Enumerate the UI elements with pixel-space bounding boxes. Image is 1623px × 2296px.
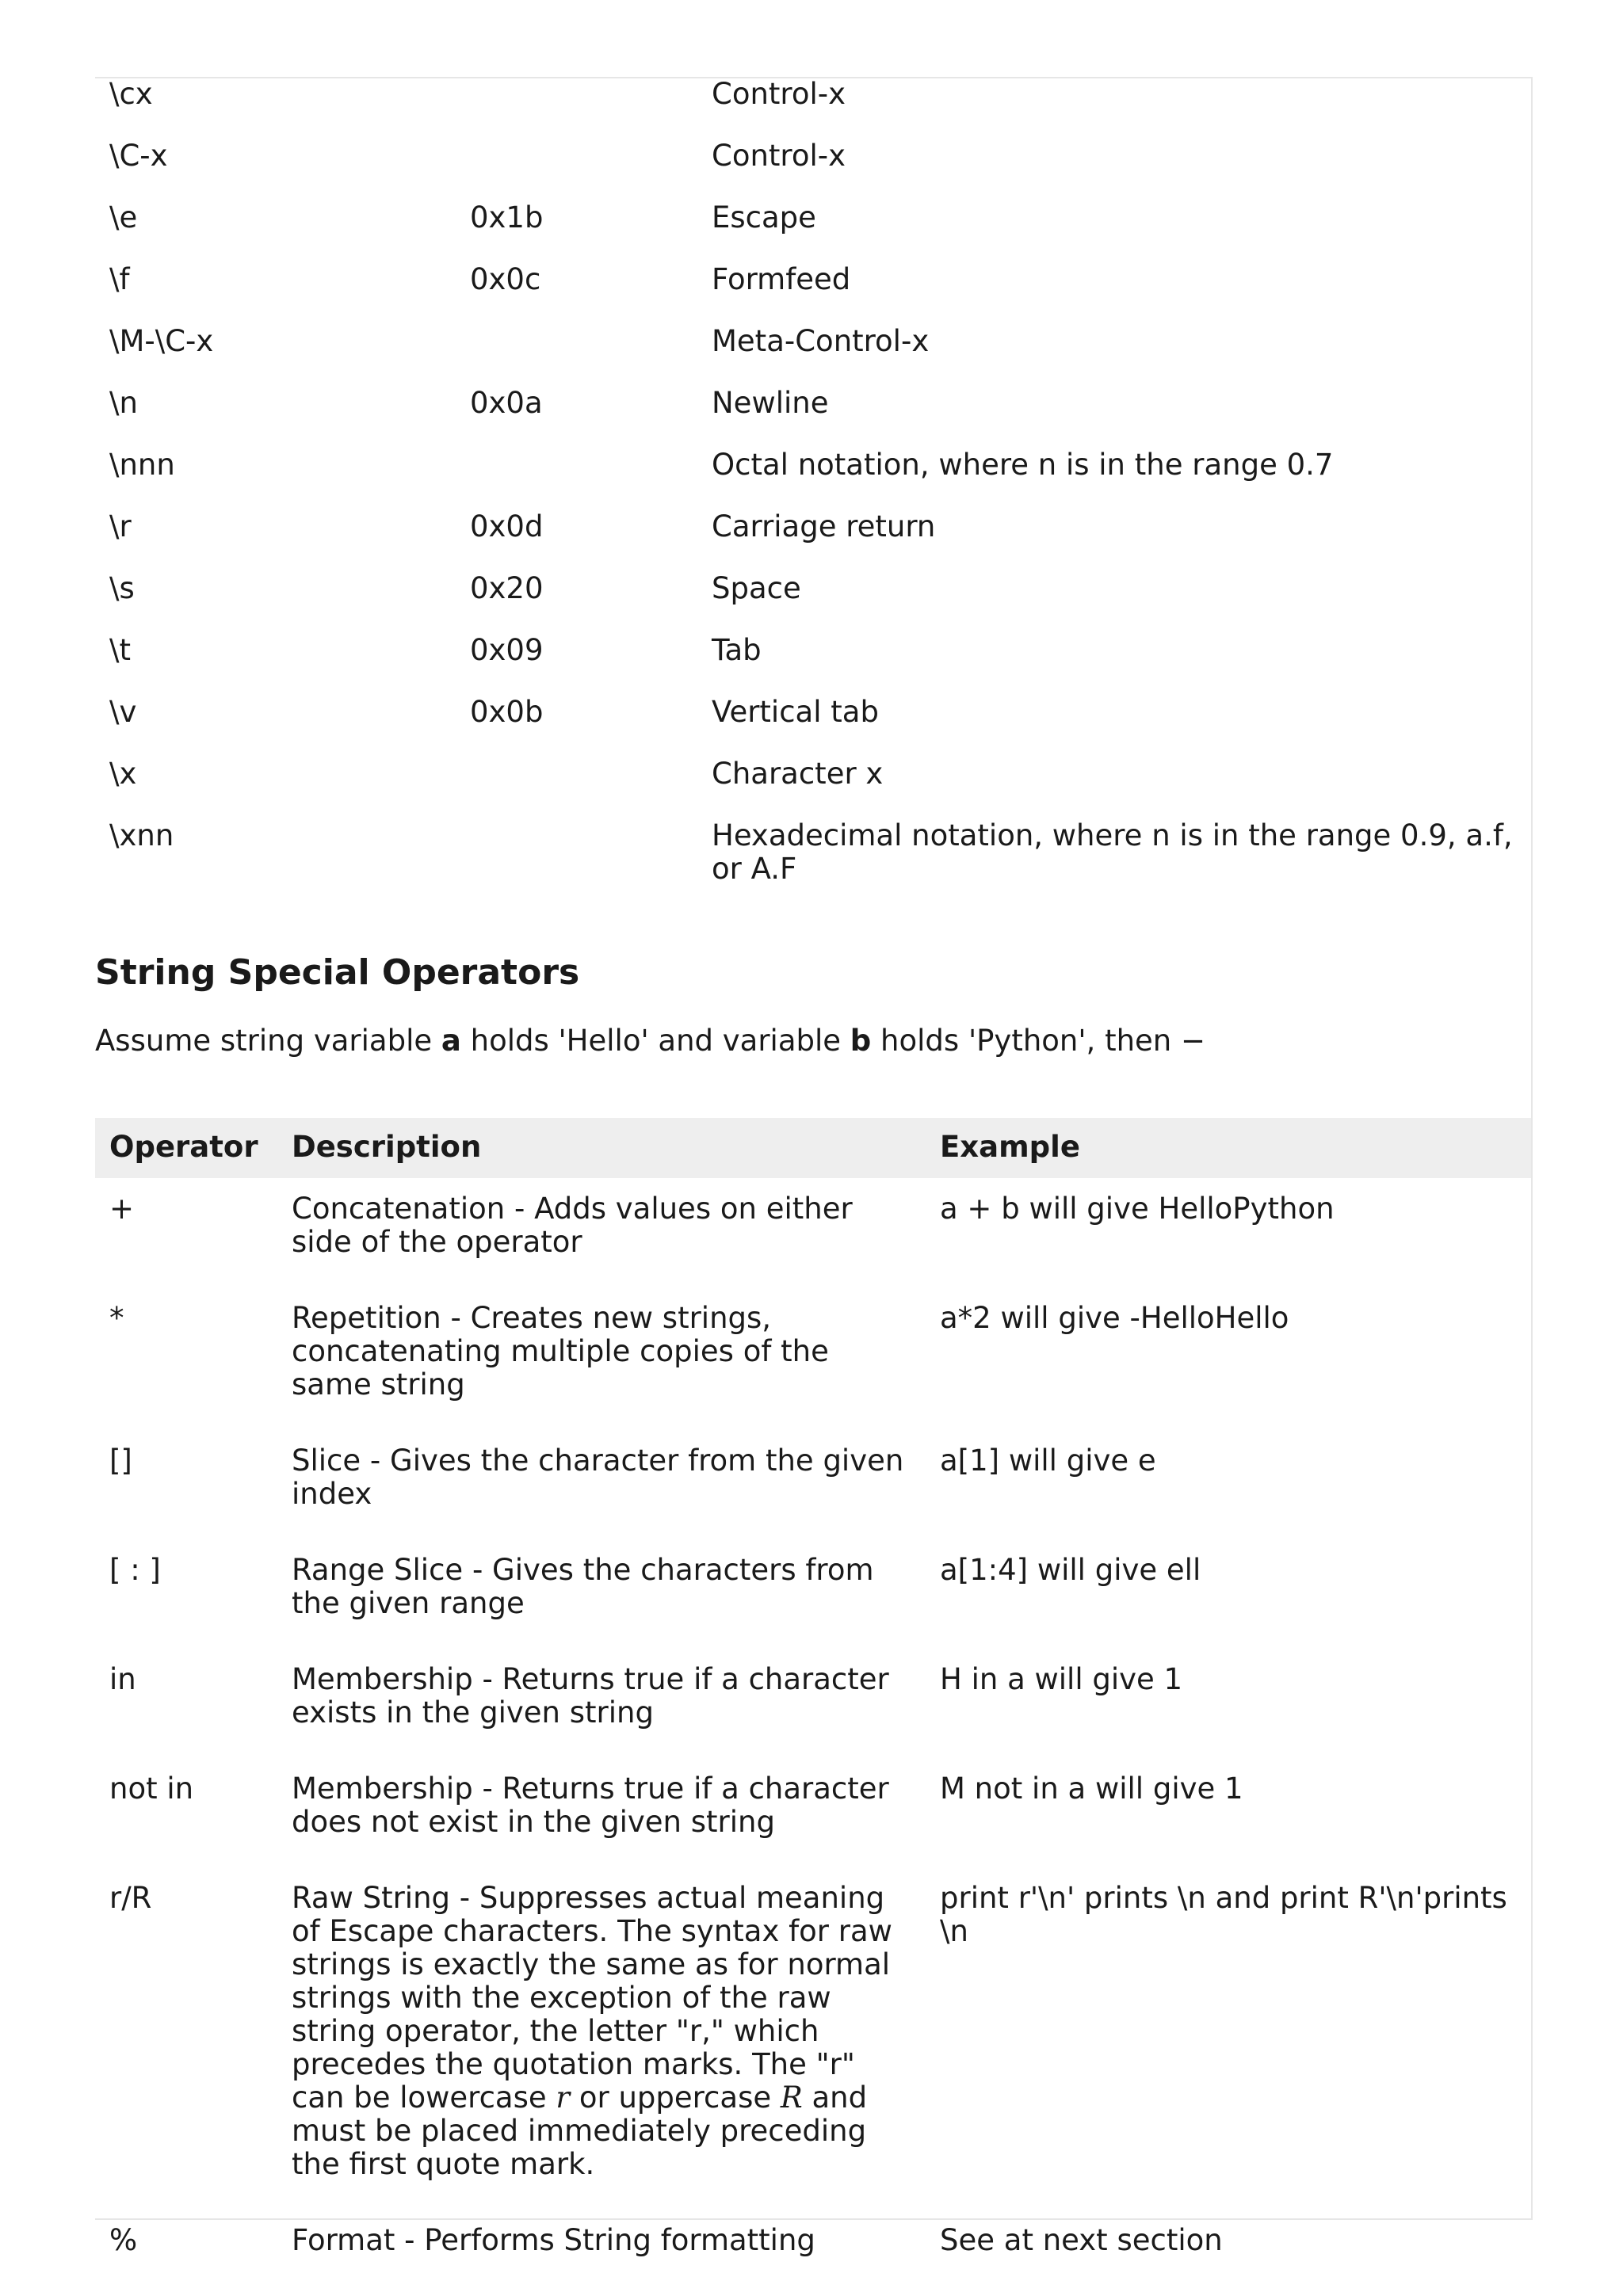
description-cell: Formfeed (712, 262, 851, 296)
intro-text: Assume string variable (95, 1024, 441, 1058)
description-cell: Octal notation, where n is in the range 0.7 (712, 448, 1334, 482)
description-cell: Escape (712, 200, 816, 235)
hex-cell: 0x0b (470, 695, 544, 729)
description-cell: Carriage return (712, 509, 936, 543)
table-row (95, 1867, 1531, 2210)
description-cell: Meta-Control-x (712, 324, 930, 358)
table-row (95, 139, 1531, 201)
table-row (95, 387, 1531, 448)
lowercase-r: r (556, 2081, 571, 2115)
intro-text: holds 'Hello' and variable (460, 1024, 850, 1058)
example-header: Example (926, 1118, 1531, 1178)
table-row (95, 757, 1531, 819)
table-row (95, 201, 1531, 263)
table-row (95, 572, 1531, 634)
example-cell: a[1:4] will give ell (940, 1553, 1201, 1587)
operator-cell: not in (109, 1772, 194, 1806)
description-cell: Membership - Returns true if a character exists in the given string (292, 1662, 889, 1730)
notation-cell: \xnn (109, 818, 174, 852)
operator-cell: % (109, 2223, 138, 2257)
description-cell: Space (712, 571, 801, 605)
escape-sequence-table (95, 78, 1531, 914)
hex-cell: 0x09 (470, 633, 544, 667)
table-row (95, 819, 1531, 914)
description-cell: Concatenation - Adds values on either side of the operator (292, 1192, 853, 1259)
table-row (95, 78, 1531, 139)
description-cell: Membership - Returns true if a character does not exist in the given string (292, 1772, 889, 1839)
table-row (95, 325, 1531, 387)
table-row (95, 1758, 1531, 1867)
notation-cell: \C-x (109, 139, 168, 173)
operator-cell: + (109, 1192, 135, 1226)
hex-cell (456, 448, 697, 510)
description-cell: Control-x (712, 139, 846, 173)
description-cell: Control-x (712, 77, 846, 111)
description-cell: Repetition - Creates new strings, concatenating multiple copies of the same string (292, 1301, 829, 1402)
example-cell: print r'\n' prints \n and print R'\n'prints \n (940, 1881, 1507, 1948)
operator-cell: [ : ] (109, 1553, 161, 1587)
operator-cell: in (109, 1662, 136, 1696)
description-cell: Range Slice - Gives the characters from the given range (292, 1553, 874, 1620)
operators-table (95, 1118, 1531, 2286)
table-row (95, 1430, 1531, 1539)
intro-text: holds 'Python', then − (871, 1024, 1206, 1058)
raw-string-text: Raw String - Suppresses actual meaning of Escape characters. The syntax for raw strings is exactly the same as for normal strings with the exception of the raw string operator, the letter "r," which precedes the quotation marks. The "r" can be lowercase (292, 1881, 892, 2115)
description-cell: Newline (712, 386, 829, 420)
example-cell: a[1] will give e (940, 1444, 1156, 1478)
example-cell: See at next section (940, 2223, 1223, 2257)
notation-cell: \s (109, 571, 135, 605)
notation-cell: \r (109, 509, 132, 543)
notation-cell: \x (109, 757, 137, 791)
intro-paragraph (95, 1023, 1205, 1059)
operator-cell: [] (109, 1444, 132, 1478)
description-header: Description (277, 1118, 926, 1178)
notation-cell: \v (109, 695, 137, 729)
description-cell (277, 1867, 926, 2210)
notation-cell: \f (109, 262, 130, 296)
hex-cell (456, 757, 697, 819)
table-row (95, 448, 1531, 510)
table-row (95, 510, 1531, 572)
table-row (95, 263, 1531, 325)
notation-cell: \M-\C-x (109, 324, 214, 358)
hex-cell (456, 819, 697, 914)
description-cell: Vertical tab (712, 695, 879, 729)
operator-header: Operator (95, 1118, 277, 1178)
description-cell: Character x (712, 757, 884, 791)
table-row (95, 2210, 1531, 2286)
description-cell: Hexadecimal notation, where n is in the range 0.9, a.f, or A.F (712, 818, 1513, 886)
hex-cell: 0x20 (470, 571, 544, 605)
example-cell: M not in a will give 1 (940, 1772, 1243, 1806)
operator-cell: r/R (109, 1881, 152, 1915)
notation-cell: \e (109, 200, 138, 235)
hex-cell (456, 139, 697, 201)
hex-cell: 0x1b (470, 200, 544, 235)
raw-string-text: and must be placed immediately preceding the first quote mark. (292, 2081, 868, 2181)
description-cell: Slice - Gives the character from the given index (292, 1444, 904, 1511)
variable-b: b (850, 1024, 872, 1058)
description-cell: Tab (712, 633, 762, 667)
table-row (95, 1649, 1531, 1758)
notation-cell: \n (109, 386, 138, 420)
notation-cell: \nnn (109, 448, 175, 482)
raw-string-text: or uppercase (570, 2081, 781, 2115)
example-cell: a*2 will give -HelloHello (940, 1301, 1289, 1335)
table-row (95, 634, 1531, 696)
table-row (95, 1287, 1531, 1430)
hex-cell: 0x0c (470, 262, 541, 296)
notation-cell: \t (109, 633, 131, 667)
table-row (95, 1539, 1531, 1649)
description-cell: Format - Performs String formatting (292, 2223, 815, 2257)
example-cell: H in a will give 1 (940, 1662, 1183, 1696)
hex-cell (456, 78, 697, 139)
uppercase-r: R (780, 2081, 803, 2115)
notation-cell: \cx (109, 77, 153, 111)
table-row (95, 1178, 1531, 1287)
hex-cell: 0x0d (470, 509, 544, 543)
table-header-row (95, 1118, 1531, 1178)
section-title: String Special Operators (95, 952, 580, 993)
hex-cell: 0x0a (470, 386, 543, 420)
operator-cell: * (109, 1301, 124, 1335)
example-cell: a + b will give HelloPython (940, 1192, 1335, 1226)
variable-a: a (441, 1024, 461, 1058)
table-row (95, 696, 1531, 757)
hex-cell (456, 325, 697, 387)
